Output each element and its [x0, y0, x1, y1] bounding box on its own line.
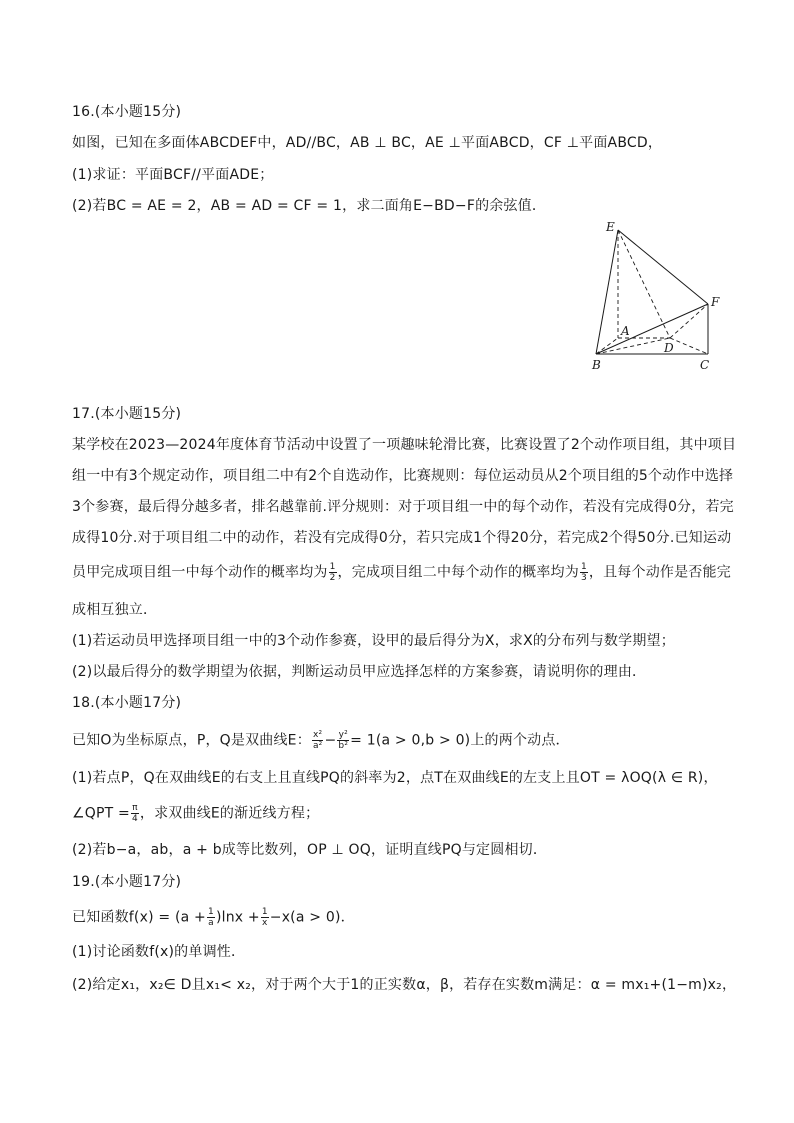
label-D: D: [664, 341, 674, 355]
q19-stem-b: )lnx +: [215, 909, 260, 926]
frac-numerator: 1: [580, 562, 587, 572]
q17-line-1: 某学校在2023—2024年度体育节活动中设置了一项趣味轮滑比赛，比赛设置了2个动作项目组，其中项目: [72, 437, 737, 453]
fraction-one-third: [580, 562, 588, 583]
q17-part2: (2)以最后得分的数学期望为依据，判断运动员甲应选择怎样的方案参赛，请说明你的理由．: [72, 664, 647, 680]
polyhedron-figure: [588, 216, 728, 376]
frac-numerator: y²: [338, 730, 348, 740]
q19-stem: [72, 907, 355, 928]
fraction-one-over-a: [207, 907, 215, 928]
q19-part1: (1)讨论函数f(x)的单调性．: [72, 944, 246, 960]
q17-line-5-b: ，完成项目组二中每个动作的概率均为: [337, 564, 579, 581]
q16-part2: (2)若BC = AE = 2，AB = AD = CF = 1，求二面角E−BD−F的余弦值．: [72, 198, 547, 214]
q18-header: 18.(本小题17分): [72, 695, 182, 711]
q18-stem-b: = 1(a > 0,b > 0)上的两个动点．: [350, 732, 570, 749]
q19-stem-a: 已知函数f(x) = (a +: [72, 909, 206, 926]
frac-numerator: π: [132, 803, 138, 813]
q16-stem: 如图，已知在多面体ABCDEF中，AD//BC，AB ⊥ BC，AE ⊥平面ABCD，CF ⊥平面ABCD，: [72, 135, 663, 151]
label-A: A: [621, 324, 630, 338]
frac-denominator: a: [208, 918, 214, 928]
q16-header: 16.(本小题15分): [72, 104, 182, 120]
q17-line-3: 3个参赛，最后得分越多者，排名越靠前.评分规则：对于项目组一中的每个动作，若没有完成得0分，若完: [72, 499, 734, 515]
label-C: C: [700, 358, 710, 372]
fraction-x2-a2: [312, 730, 324, 751]
frac-denominator: 4: [131, 814, 138, 824]
fraction-y2-b2: [337, 730, 349, 751]
fraction-one-over-x: [261, 907, 269, 928]
q18-stem-a: 已知O为坐标原点，P，Q是双曲线E：: [72, 732, 311, 749]
fraction-one-half: [329, 562, 337, 583]
q17-part1: (1)若运动员甲选择项目组一中的3个动作参赛，设甲的最后得分为X，求X的分布列与数学期望；: [72, 633, 675, 649]
frac-denominator: a²: [312, 741, 323, 751]
q18-part1-b-a: ∠QPT =: [72, 805, 130, 822]
q17-line-4: 成得10分.对于项目组二中的动作，若没有完成得0分，若只完成1个得20分，若完成2个得50分.已知运动: [72, 530, 732, 546]
q18-part1-a: (1)若点P，Q在双曲线E的右支上且直线PQ的斜率为2，点T在双曲线E的左支上且OT = λOQ(λ ∈ R)，: [72, 770, 718, 786]
label-E: E: [606, 220, 615, 234]
q19-part2: (2)给定x₁，x₂∈ D且x₁< x₂，对于两个大于1的正实数α，β，若存在实数m满足：α = mx₁+(1−m)x₂，: [72, 977, 737, 993]
frac-numerator: 1: [261, 907, 268, 917]
q17-line-2: 组一中有3个规定动作，项目组二中有2个自选动作，比赛规则：每位运动员从2个项目组的5个动作中选择: [72, 468, 734, 484]
q18-part1-b-b: ，求双曲线E的渐近线方程；: [139, 805, 320, 822]
frac-numerator: 1: [208, 907, 214, 917]
label-F: F: [711, 295, 720, 309]
frac-denominator: b²: [338, 741, 349, 751]
q18-part2: (2)若b−a，ab，a + b成等比数列，OP ⊥ OQ，证明直线PQ与定圆相切．: [72, 842, 548, 858]
frac-denominator: 3: [580, 573, 587, 583]
q17-line-5-a: 员甲完成项目组一中每个动作的概率均为: [72, 564, 328, 581]
label-B: B: [592, 358, 601, 372]
q16-part1: (1)求证：平面BCF//平面ADE；: [72, 167, 274, 183]
q17-line-5-c: ，且每个动作是否能完: [588, 564, 731, 581]
frac-denominator: x: [262, 918, 268, 928]
q18-stem: [72, 730, 570, 751]
q19-header: 19.(本小题17分): [72, 874, 182, 890]
q17-header: 17.(本小题15分): [72, 406, 182, 422]
q18-part1-b: [72, 803, 319, 824]
q17-line-5: [72, 562, 731, 583]
frac-denominator: 2: [329, 573, 336, 583]
q17-line-6: 成相互独立．: [72, 602, 158, 618]
q19-stem-c: −x(a > 0)．: [269, 909, 355, 926]
frac-numerator: x²: [313, 730, 323, 740]
q18-minus: −: [324, 732, 337, 749]
fraction-pi-4: [131, 803, 139, 824]
frac-numerator: 1: [329, 562, 336, 572]
